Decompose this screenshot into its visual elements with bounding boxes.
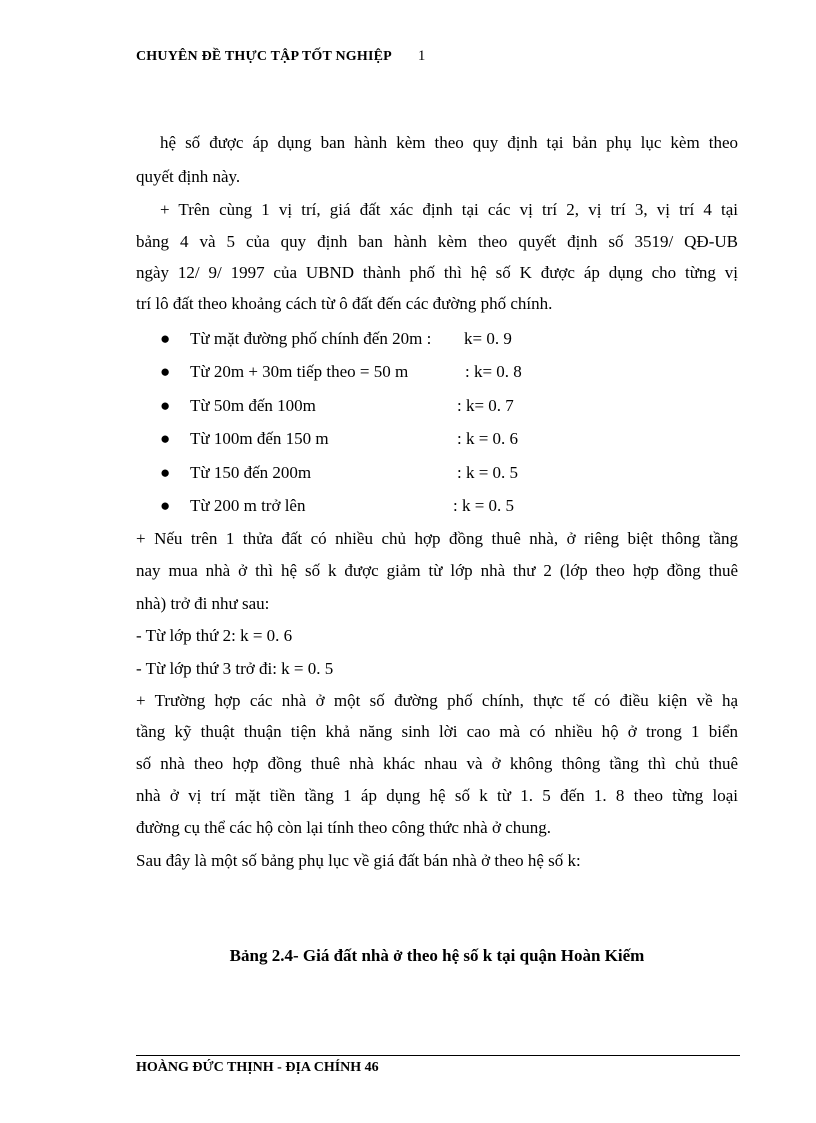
bullet-dot: ● <box>160 362 171 381</box>
page-header <box>136 48 556 65</box>
paragraph-line: nhà ở vị trí mặt tiền tầng 1 áp dụng hệ số k từ 1. 5 đến 1. 8 theo từng loại <box>136 786 738 805</box>
paragraph-line: đường cụ thể các hộ còn lại tính theo công thức nhà ở chung. <box>136 818 552 837</box>
bullet-value: : k = 0. 5 <box>457 463 519 482</box>
paragraph-line: số nhà theo hợp đồng thuê nhà khác nhau và ở không thông tầng thì chủ thuê <box>136 754 738 773</box>
paragraph-line: + Trên cùng 1 vị trí, giá đất xác định tại các vị trí 2, vị trí 3, vị trí 4 tại <box>160 200 738 219</box>
bullet-dot: ● <box>160 329 171 348</box>
bullet-dot: ● <box>160 429 171 448</box>
paragraph-line: tầng kỹ thuật thuận tiện khả năng sinh lời cao mà có nhiều hộ ở trong 1 biển <box>136 722 738 741</box>
bullet-dot: ● <box>160 463 171 482</box>
page-footer: HOÀNG ĐỨC THỊNH - ĐỊA CHÍNH 46 <box>136 1060 379 1075</box>
bullet-value: : k = 0. 6 <box>457 429 519 448</box>
bullet-label: Từ 200 m trở lên <box>190 496 306 515</box>
bullet-label: Từ 20m + 30m tiếp theo = 50 m <box>190 362 409 381</box>
paragraph-line: hệ số được áp dụng ban hành kèm theo quy định tại bản phụ lục kèm theo <box>160 133 738 152</box>
paragraph-line: Sau đây là một số bảng phụ lục về giá đất bán nhà ở theo hệ số k: <box>136 851 581 870</box>
footer-divider <box>136 1055 740 1056</box>
header-title: CHUYÊN ĐỀ THỰC TẬP TỐT NGHIỆP <box>136 49 392 64</box>
page-number: 1 <box>417 48 426 64</box>
dash-item: - Từ lớp thứ 3 trở đi: k = 0. 5 <box>136 659 334 678</box>
table-title: Bảng 2.4- Giá đất nhà ở theo hệ số k tại quận Hoàn Kiếm <box>229 946 645 965</box>
bullet-value: k= 0. 9 <box>464 329 512 348</box>
dash-item: - Từ lớp thứ 2: k = 0. 6 <box>136 626 293 645</box>
bullet-value: : k= 0. 8 <box>465 362 522 381</box>
bullet-value: : k = 0. 5 <box>453 496 515 515</box>
paragraph-line: ngày 12/ 9/ 1997 của UBND thành phố thì hệ số K được áp dụng cho từng vị <box>136 263 738 282</box>
bullet-label: Từ 150 đến 200m <box>190 463 312 482</box>
paragraph-line: + Trường hợp các nhà ở một số đường phố chính, thực tế có điều kiện về hạ <box>136 691 738 710</box>
bullet-dot: ● <box>160 396 171 415</box>
bullet-label: Từ 100m đến 150 m <box>190 429 329 448</box>
paragraph-line: + Nếu trên 1 thửa đất có nhiều chủ hợp đồng thuê nhà, ở riêng biệt thông tầng <box>136 529 738 548</box>
bullet-label: Từ 50m đến 100m <box>190 396 316 415</box>
paragraph-line: nay mua nhà ở thì hệ số k được giảm từ lớp nhà thư 2 (lớp theo hợp đồng thuê <box>136 561 738 580</box>
paragraph-line: nhà) trở đi như sau: <box>136 594 270 613</box>
paragraph-line: bảng 4 và 5 của quy định ban hành kèm theo quyết định số 3519/ QĐ-UB <box>136 232 738 251</box>
paragraph-line: quyết định này. <box>136 167 241 186</box>
bullet-label: Từ mặt đường phố chính đến 20m : <box>190 329 432 348</box>
bullet-value: : k= 0. 7 <box>457 396 514 415</box>
bullet-dot: ● <box>160 496 171 515</box>
paragraph-line: trí lô đất theo khoảng cách từ ô đất đến các đường phố chính. <box>136 294 553 313</box>
